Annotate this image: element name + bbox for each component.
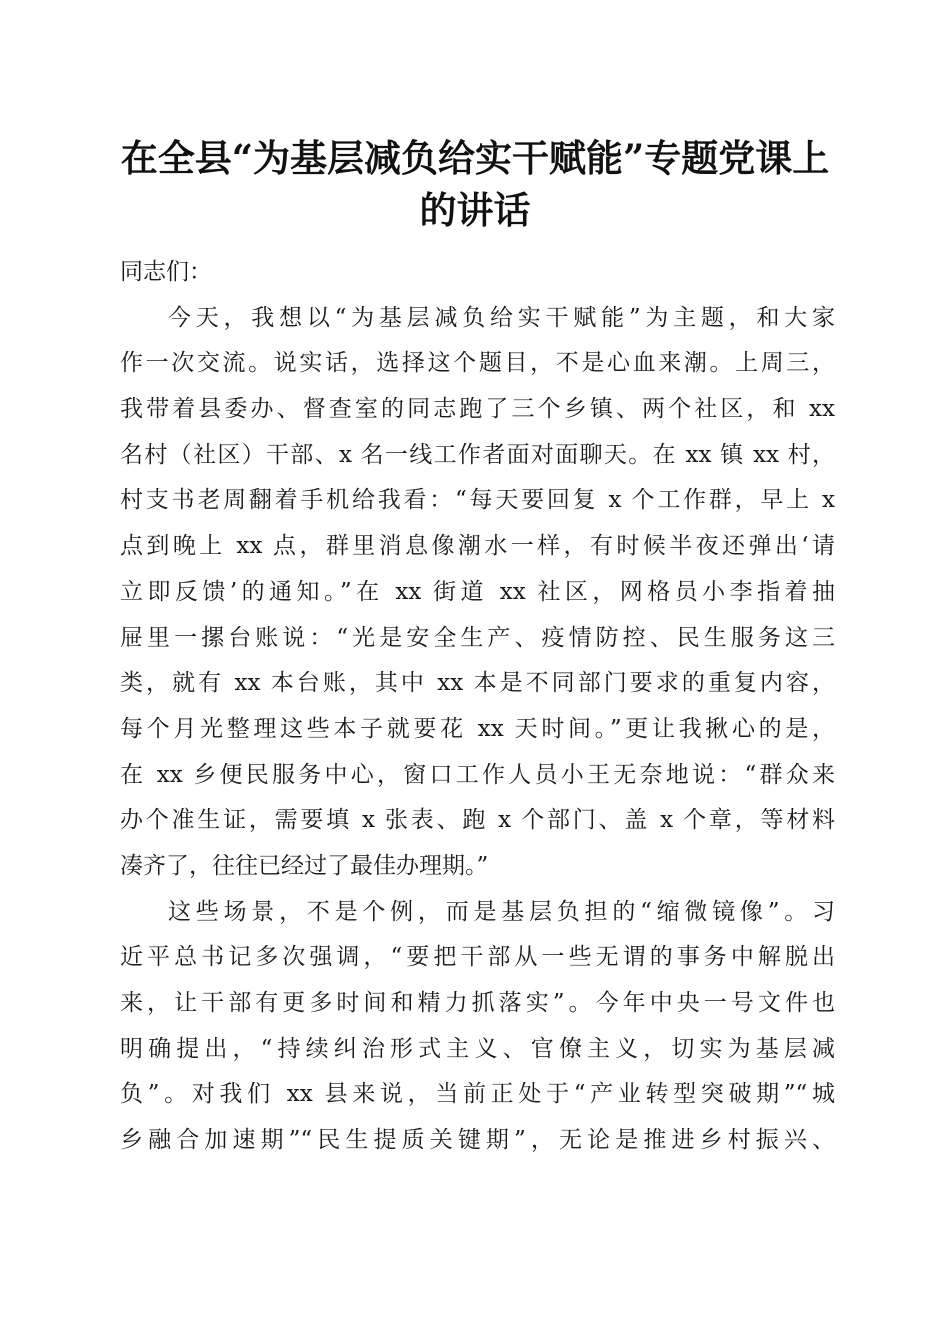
paragraph-2-line-4: 明确提出，“持续纠治形式主义、官僚主义，切实为基层减 bbox=[120, 1035, 835, 1062]
paragraph-1-line-11: 在 xx 乡便民服务中心，窗口工作人员小王无奈地说：“群众来 bbox=[120, 761, 835, 788]
paragraph-1-line-9: 类，就有 xx 本台账，其中 xx 本是不同部门要求的重复内容， bbox=[120, 670, 835, 697]
paragraph-2-line-6: 乡融合加速期”“民生提质关键期”，无论是推进乡村振兴、 bbox=[120, 1127, 835, 1154]
salutation: 同志们： bbox=[120, 259, 212, 285]
paragraph-1-line-6: 点到晚上 xx 点，群里消息像潮水一样，有时候半夜还弹出‘请 bbox=[120, 533, 835, 560]
paragraph-1-line-2: 作一次交流。说实话，选择这个题目，不是心血来潮。上周三， bbox=[120, 350, 835, 377]
title-line-2: 的讲话 bbox=[419, 188, 531, 232]
paragraph-1-line-8: 屉里一摞台账说：“光是安全生产、疫情防控、民生服务这三 bbox=[120, 624, 835, 651]
paragraph-1-line-5: 村支书老周翻着手机给我看：“每天要回复 x 个工作群，早上 x bbox=[120, 487, 835, 514]
paragraph-2-line-2: 近平总书记多次强调，“要把干部从一些无谓的事务中解脱出 bbox=[120, 944, 835, 971]
paragraph-2-line-1: 这些场景，不是个例，而是基层负担的“缩微镜像”。习 bbox=[168, 898, 835, 925]
paragraph-1-line-10: 每个月光整理这些本子就要花 xx 天时间。”更让我揪心的是， bbox=[120, 715, 835, 742]
document-title bbox=[100, 132, 850, 236]
paragraph-1-line-13: 凑齐了，往往已经过了最佳办理期。” bbox=[120, 852, 489, 879]
paragraph-1-line-12: 办个准生证，需要填 x 张表、跑 x 个部门、盖 x 个章，等材料 bbox=[120, 807, 835, 834]
paragraph-1-line-3: 我带着县委办、督查室的同志跑了三个乡镇、两个社区，和 xx bbox=[120, 396, 835, 423]
paragraph-1-line-7: 立即反馈’的通知。”在 xx 街道 xx 社区，网格员小李指着抽 bbox=[120, 578, 835, 605]
paragraph-2-line-5: 负”。对我们 xx 县来说，当前正处于“产业转型突破期”“城 bbox=[120, 1081, 835, 1108]
paragraph-1-line-4: 名村（社区）干部、x 名一线工作者面对面聊天。在 xx 镇 xx 村， bbox=[120, 441, 835, 468]
paragraph-1-line-1: 今天，我想以“为基层减负给实干赋能”为主题，和大家 bbox=[168, 304, 835, 331]
title-line-1: 在全县“为基层减负给实干赋能”专题党课上 bbox=[120, 136, 830, 180]
document-body bbox=[120, 250, 835, 1164]
paragraph-2-line-3: 来，让干部有更多时间和精力抓落实”。今年中央一号文件也 bbox=[120, 990, 835, 1016]
